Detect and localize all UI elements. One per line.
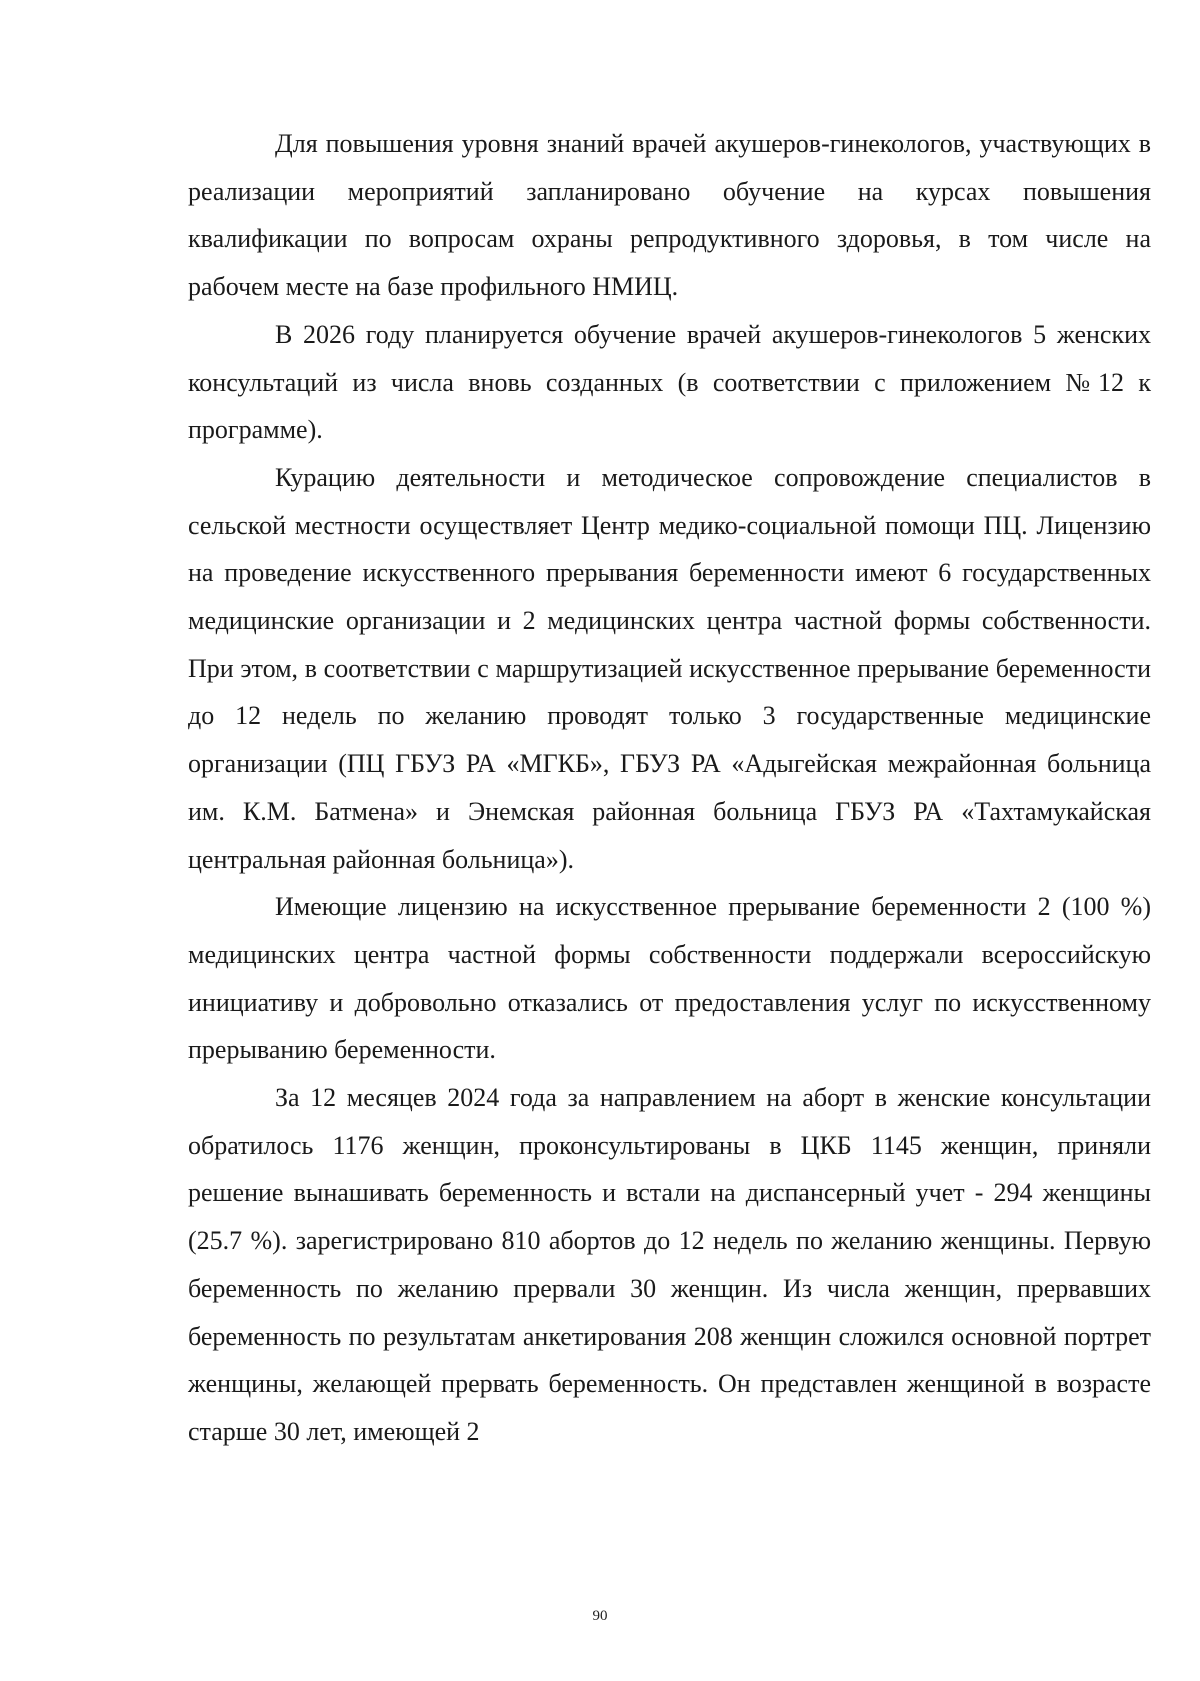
paragraph-2024-statistics: За 12 месяцев 2024 года за направлением на аборт в женские консультации обратилось 1176 женщин, проконсультированы в ЦКБ 1145 женщин, приняли решение вынашивать беременность и встали на диспансерный учет - 294 женщины (25.7 %). зарегистрировано 810 абортов до 12 недель по желанию женщины. Первую беременность по желанию прервали 30 женщин. Из числа женщин, прервавших беременность по результатам анкетирования 208 женщин сложился основной портрет женщины, желающей прервать беременность. Он представлен женщиной в возрасте старше 30 лет, имеющей 2 — [188, 1083, 1151, 1446]
paragraph-private-centers: Имеющие лицензию на искусственное прерывание беременности 2 (100 %) медицинских центра частной формы собственности поддержали всероссийскую инициативу и добровольно отказались от предоставления услуг по искусственному прерыванию беременности. — [188, 892, 1151, 1065]
body-text — [188, 120, 1151, 1456]
paragraph-curation: Курацию деятельности и методическое сопровождение специалистов в сельской местности осуществляет Центр медико-социальной помощи ПЦ. Лицензию на проведение искусственного прерывания беременности имеют 6 государственных медицинские организации и 2 медицинских центра частной формы собственности. При этом, в соответствии с маршрутизацией искусственное прерывание беременности до 12 недель по желанию проводят только 3 государственные медицинские организации (ПЦ ГБУЗ РА «МГКБ», ГБУЗ РА «Адыгейская межрайонная больница им. К.М. Батмена» и Энемская районная больница ГБУЗ РА «Тахтамукайская центральная районная больница»). — [188, 462, 1151, 874]
paragraph-training: Для повышения уровня знаний врачей акушеров-гинекологов, участвующих в реализации мероприятий запланировано обучение на курсах повышения квалификации по вопросам охраны репродуктивного здоровья, в том числе на рабочем месте на базе профильного НМИЦ. — [188, 129, 1151, 302]
page-number: 90 — [592, 1608, 608, 1624]
paragraph-2026-plan: В 2026 году планируется обучение врачей акушеров-гинекологов 5 женских консультаций из числа вновь созданных (в соответствии с приложением №12 к программе). — [188, 319, 1151, 445]
